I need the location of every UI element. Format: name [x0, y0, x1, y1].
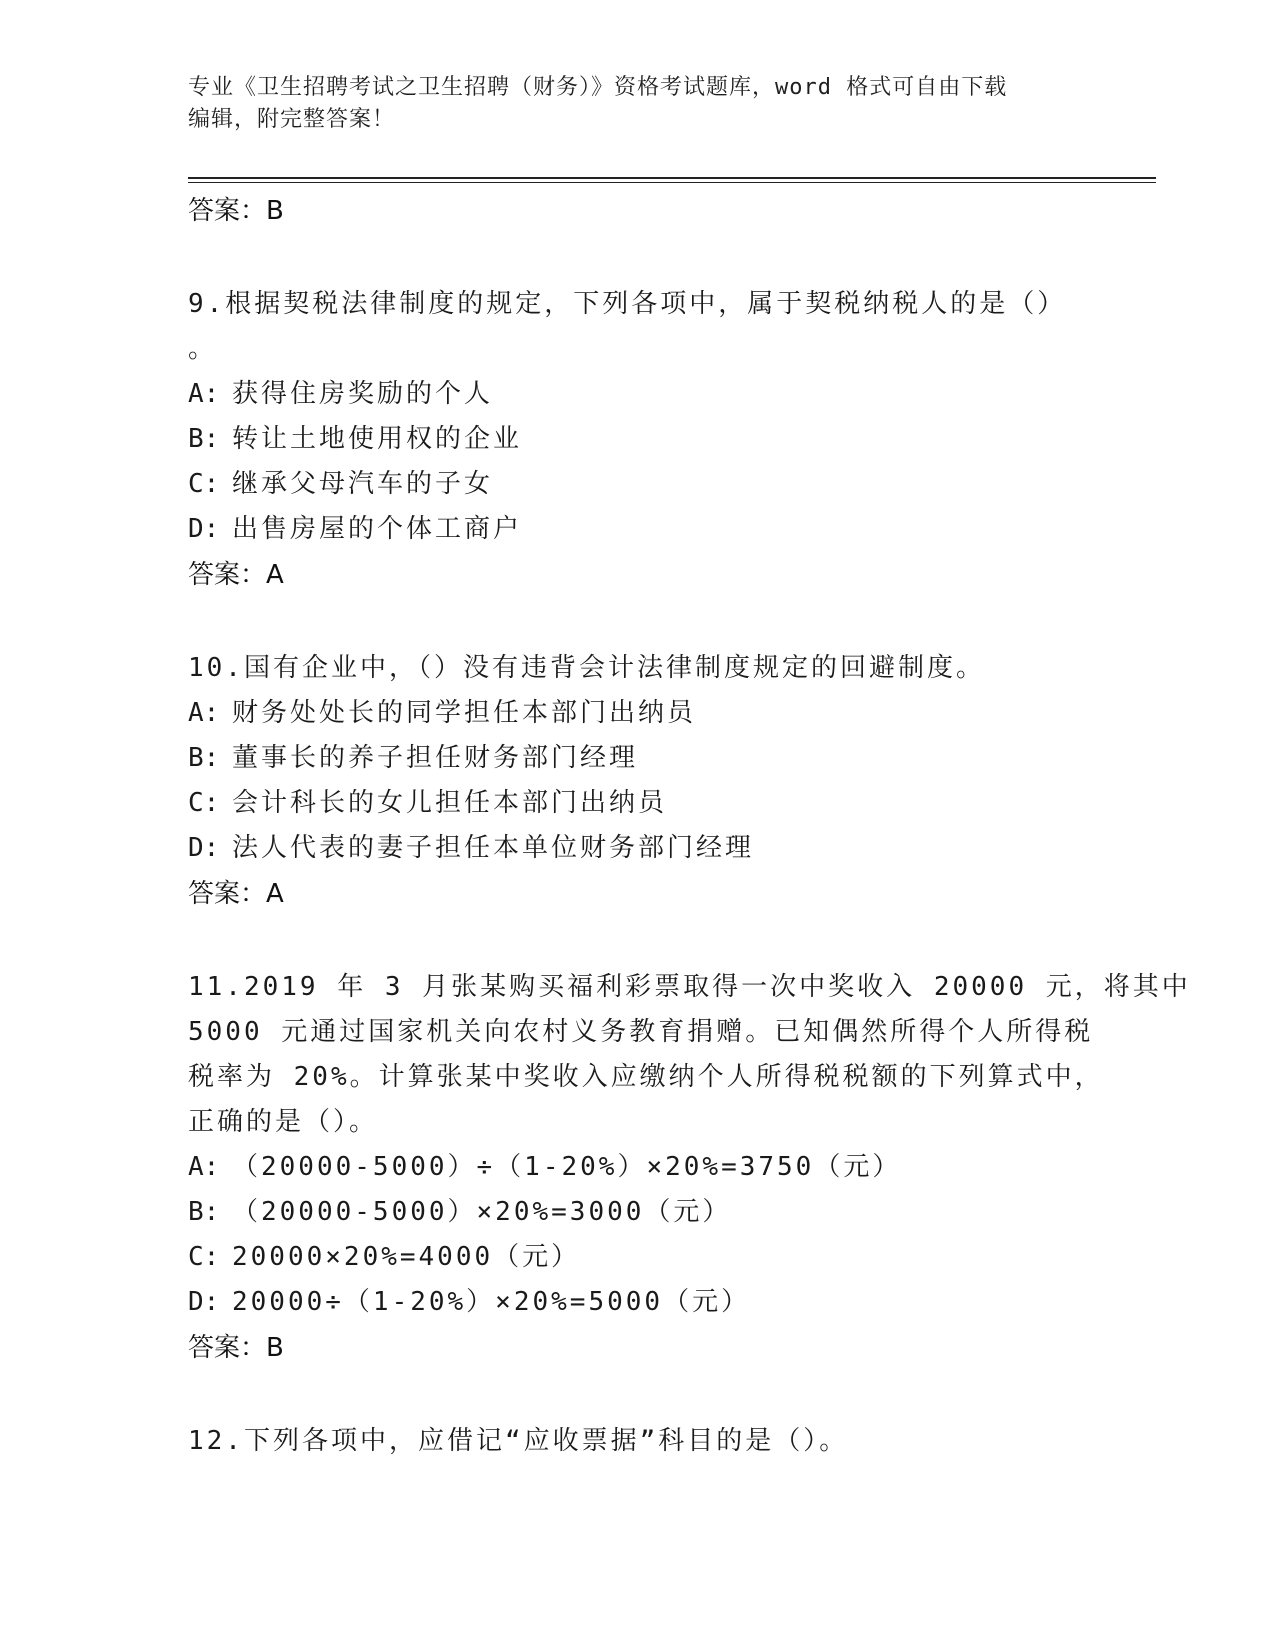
question-block: [188, 1419, 1088, 1464]
option-label: A:: [188, 1152, 220, 1182]
option-label: D:: [188, 1287, 220, 1317]
option-label: D:: [188, 833, 220, 863]
option-a: [188, 691, 1088, 736]
question-block: [188, 282, 1088, 598]
option-text: 财务处处长的同学担任本部门出纳员: [232, 698, 697, 728]
question-text: 。: [188, 334, 218, 364]
option-b: [188, 417, 1088, 462]
question-text: 5000 元通过国家机关向农村义务教育捐赠。已知偶然所得个人所得税: [188, 1017, 1094, 1047]
option-text: 20000÷（1-20%）×20%=5000（元）: [232, 1287, 751, 1317]
option-text: 20000×20%=4000（元）: [232, 1242, 581, 1272]
option-label: C:: [188, 469, 220, 499]
question-text: 12.下列各项中，应借记“应收票据”科目的是（）。: [188, 1426, 849, 1456]
option-text: 董事长的养子担任财务部门经理: [232, 743, 639, 773]
option-label: B:: [188, 1197, 220, 1227]
header-line-1: 专业《卫生招聘考试之卫生招聘（财务）》资格考试题库，word 格式可自由下载: [188, 75, 1008, 100]
option-label: D:: [188, 514, 220, 544]
option-text: 法人代表的妻子担任本单位财务部门经理: [232, 833, 755, 863]
question-list: [188, 188, 1191, 1464]
option-b: [188, 1190, 1088, 1235]
option-c: [188, 1235, 1088, 1280]
option-c: [188, 781, 1088, 826]
option-label: C:: [188, 1242, 220, 1272]
option-text: 会计科长的女儿担任本部门出纳员: [232, 788, 668, 818]
question-block: [188, 646, 1088, 917]
option-b: [188, 736, 1088, 781]
option-label: A:: [188, 379, 220, 409]
spacer: [188, 1371, 1088, 1419]
header-divider-thin: [188, 182, 1156, 183]
option-c: [188, 462, 1088, 507]
option-d: [188, 826, 1088, 871]
option-label: B:: [188, 743, 220, 773]
option-text: （20000-5000）×20%=3000（元）: [232, 1197, 732, 1227]
answer-line: 答案：A: [188, 879, 284, 909]
option-text: 继承父母汽车的子女: [232, 469, 494, 499]
spacer: [188, 917, 1088, 965]
option-label: C:: [188, 788, 220, 818]
option-text: 获得住房奖励的个人: [232, 379, 494, 409]
option-d: [188, 1280, 1088, 1325]
option-label: B:: [188, 424, 220, 454]
option-a: [188, 372, 1088, 417]
question-text: 9.根据契税法律制度的规定，下列各项中，属于契税纳税人的是（）: [188, 289, 1067, 319]
question-block: [188, 965, 1191, 1371]
document-header: [188, 72, 1078, 136]
option-a: [188, 1145, 1088, 1190]
answer-line: 答案：A: [188, 560, 284, 590]
question-text: 税率为 20%。计算张某中奖收入应缴纳个人所得税税额的下列算式中，: [188, 1062, 1104, 1092]
answer-line: 答案：B: [188, 1333, 284, 1363]
option-text: 转让土地使用权的企业: [232, 424, 523, 454]
option-text: （20000-5000）÷（1-20%）×20%=3750（元）: [232, 1152, 902, 1182]
question-text: 正确的是（）。: [188, 1107, 379, 1137]
header-line-2: 编辑，附完整答案！: [188, 107, 396, 132]
question-text: 11.2019 年 3 月张某购买福利彩票取得一次中奖收入 20000 元，将其中: [188, 972, 1191, 1002]
header-divider-thick: [188, 177, 1156, 179]
question-text: 10.国有企业中，（）没有违背会计法律制度规定的回避制度。: [188, 653, 985, 683]
spacer: [188, 234, 1088, 282]
option-label: A:: [188, 698, 220, 728]
spacer: [188, 598, 1088, 646]
answer-line: 答案：B: [188, 196, 284, 226]
option-d: [188, 507, 1088, 552]
option-text: 出售房屋的个体工商户: [232, 514, 523, 544]
